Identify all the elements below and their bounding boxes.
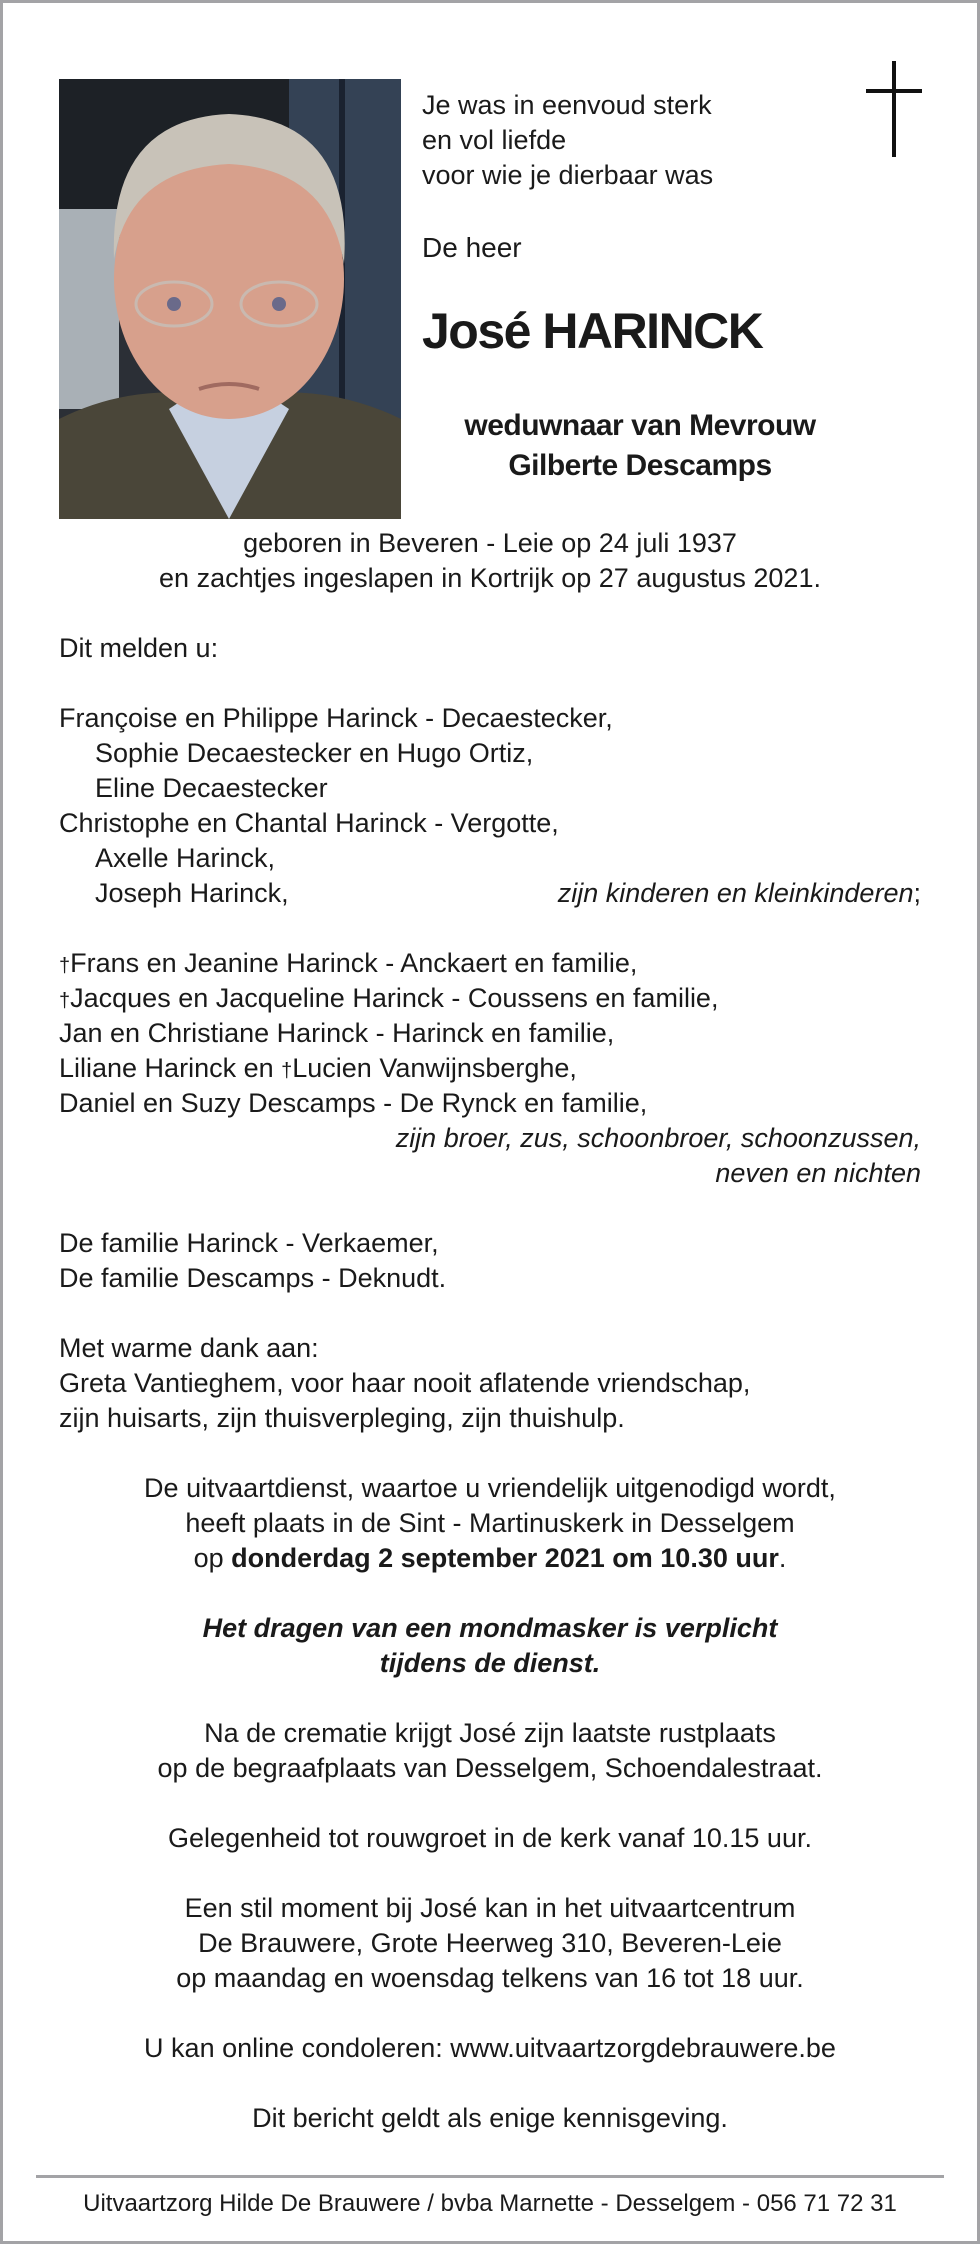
family-line: De familie Descamps - Deknudt. [59, 1263, 447, 1293]
family-line: Christophe en Chantal Harinck - Vergotte, [59, 808, 559, 838]
family-name: Lucien Vanwijnsberghe, [292, 1053, 577, 1083]
service-date: donderdag 2 september 2021 om 10.30 uur [231, 1543, 779, 1573]
cross-icon [866, 61, 922, 157]
family-name: Joseph Harinck, [95, 878, 289, 908]
cremation-line: op de begraafplaats van Desselgem, Schoendalestraat. [157, 1753, 823, 1783]
thanks-line: Greta Vantieghem, voor haar nooit aflatende vriendschap, [59, 1368, 751, 1398]
death-line: en zachtjes ingeslapen in Kortrijk op 27 augustus 2021. [159, 563, 821, 593]
widow-line: Gilberte Descamps [508, 449, 772, 482]
poem-line: Je was in eenvoud sterk [422, 90, 712, 120]
family-line: Eline Decaestecker [95, 773, 328, 803]
family-name: Liliane Harinck en [59, 1053, 282, 1083]
service-line: De uitvaartdienst, waartoe u vriendelijk uitgenodigd wordt, [144, 1473, 836, 1503]
dagger-icon: † [281, 1060, 293, 1082]
dagger-icon: † [59, 955, 71, 977]
deceased-name: José HARINCK [422, 303, 763, 359]
family-line: Axelle Harinck, [95, 843, 276, 873]
punctuation: ; [913, 878, 921, 908]
mask-notice: Het dragen van een mondmasker is verplicht [202, 1613, 778, 1643]
notice-line: Dit bericht geldt als enige kennisgeving. [252, 2103, 728, 2133]
mask-notice: tijdens de dienst. [379, 1648, 601, 1678]
birth-line: geboren in Beveren - Leie op 24 juli 1937 [243, 528, 737, 558]
announce: Dit melden u: [59, 633, 219, 663]
family-line [59, 981, 921, 1016]
service-text: op [193, 1543, 232, 1573]
relation-label: zijn kinderen en kleinkinderen [557, 878, 914, 908]
moment-line: op maandag en woensdag telkens van 16 tot 18 uur. [176, 1963, 804, 1993]
family-name: Frans en Jeanine Harinck - Anckaert en familie, [70, 948, 638, 978]
family-line: De familie Harinck - Verkaemer, [59, 1228, 439, 1258]
moment-line: Een stil moment bij José kan in het uitvaartcentrum [184, 1893, 796, 1923]
moment-line: De Brauwere, Grote Heerweg 310, Beveren-Leie [198, 1928, 782, 1958]
punctuation: . [778, 1543, 787, 1573]
service-line [59, 1541, 921, 1576]
thanks-line: zijn huisarts, zijn thuisverpleging, zijn thuishulp. [59, 1403, 625, 1433]
thanks-line: Met warme dank aan: [59, 1333, 319, 1363]
widow-line: weduwnaar van Mevrouw [464, 409, 816, 442]
poem-line: en vol liefde [422, 125, 567, 155]
dagger-icon: † [59, 990, 71, 1012]
family-line [59, 946, 921, 981]
poem-line: voor wie je dierbaar was [422, 160, 714, 190]
condolence-line: U kan online condoleren: www.uitvaartzorgdebrauwere.be [144, 2033, 836, 2063]
family-line: Daniel en Suzy Descamps - De Rynck en familie, [59, 1088, 648, 1118]
notice-body [59, 526, 921, 2136]
family-line [59, 876, 921, 911]
greeting-line: Gelegenheid tot rouwgroet in de kerk vanaf 10.15 uur. [168, 1823, 812, 1853]
widower-of [400, 406, 880, 486]
funeral-home-footer: Uitvaartzorg Hilde De Brauwere / bvba Marnette - Desselgem - 056 71 72 31 [83, 2190, 897, 2217]
family-name: Jacques en Jacqueline Harinck - Coussens en familie, [70, 983, 719, 1013]
portrait-photo [59, 79, 401, 519]
divider [36, 2175, 944, 2178]
relation-label: neven en nichten [715, 1158, 921, 1188]
family-line [59, 1051, 921, 1086]
poem [422, 88, 713, 193]
family-line: Jan en Christiane Harinck - Harinck en familie, [59, 1018, 615, 1048]
family-line: Françoise en Philippe Harinck - Decaestecker, [59, 703, 613, 733]
relation-label: zijn broer, zus, schoonbroer, schoonzussen, [395, 1123, 921, 1153]
service-line: heeft plaats in de Sint - Martinuskerk in Desselgem [185, 1508, 795, 1538]
family-line: Sophie Decaestecker en Hugo Ortiz, [95, 738, 534, 768]
cremation-line: Na de crematie krijgt José zijn laatste rustplaats [204, 1718, 776, 1748]
honorific: De heer [422, 232, 522, 263]
